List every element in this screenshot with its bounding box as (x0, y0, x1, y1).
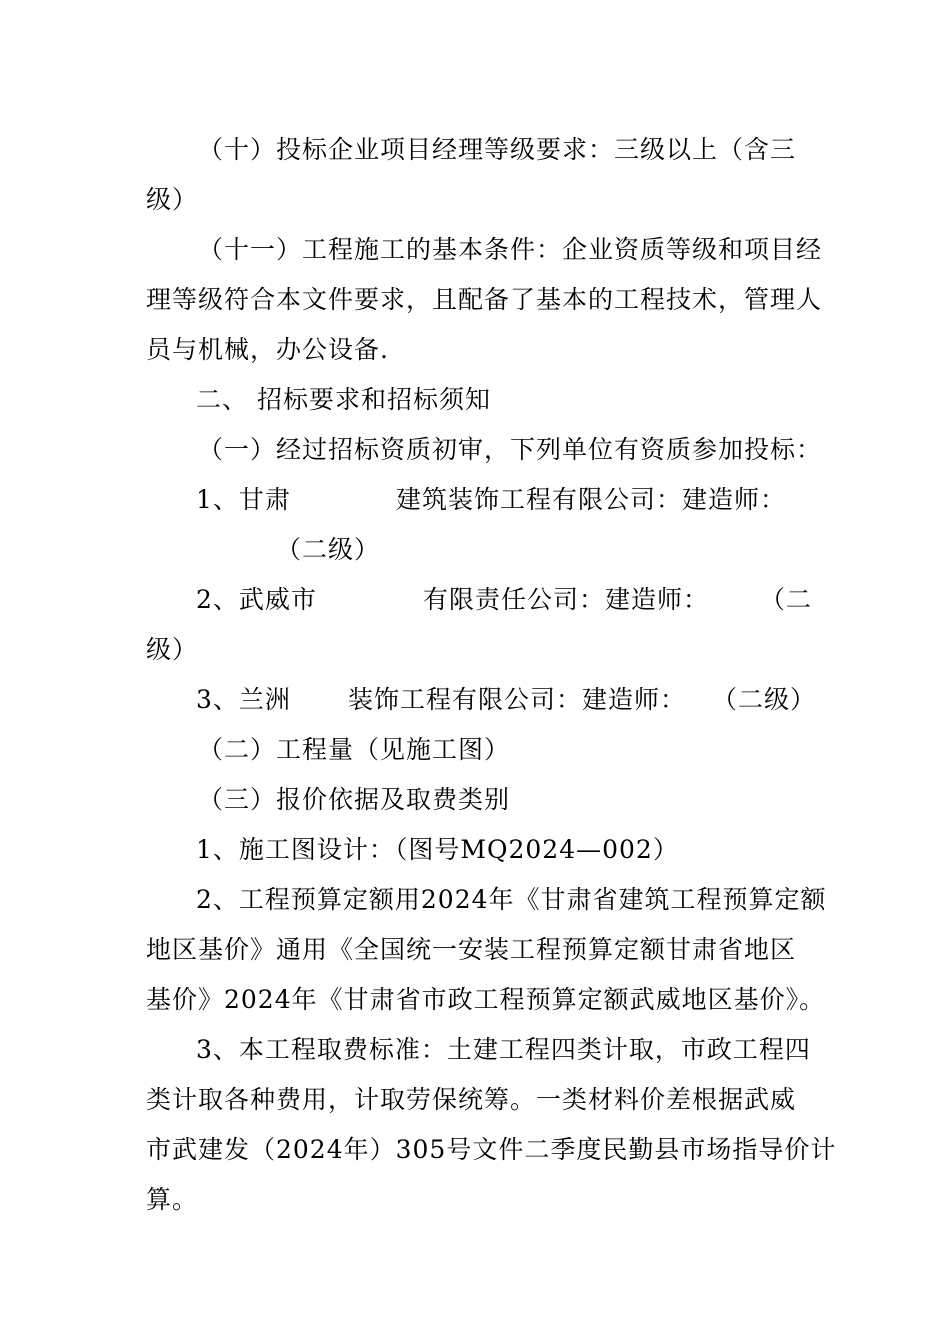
item-2-line-1: 2、工程预算定额用2024年《甘肃省建筑工程预算定额 (196, 885, 827, 914)
item-1-drawing-design: 1、施工图设计：（图号MQ2024—002） (196, 835, 679, 864)
subsection-2-heading: （二）工程量（见施工图） (198, 735, 511, 764)
paragraph-10-line-2: 级） (146, 185, 199, 214)
company-2-name: 有限责任公司：建造师： (423, 585, 710, 614)
subsection-1-heading: （一）经过招标资质初审，下列单位有资质参加投标： (198, 435, 823, 464)
paragraph-11-line-2: 理等级符合本文件要求，且配备了基本的工程技术，管理人 (146, 285, 823, 314)
paragraph-11-line-3: 员与机械，办公设备. (146, 335, 389, 364)
item-3-line-3: 市武建发（2024年）305号文件二季度民勤县市场指导价计 (146, 1135, 837, 1164)
item-3-line-2: 类计取各种费用，计取劳保统筹。一类材料价差根据武威 (146, 1085, 797, 1114)
company-3-name: 装饰工程有限公司：建造师： (348, 685, 687, 714)
paragraph-10-line-1: （十）投标企业项目经理等级要求：三级以上（含三 (198, 135, 797, 164)
subsection-3-heading: （三）报价依据及取费类别 (198, 785, 511, 814)
company-1-number: 1、甘肃 (196, 485, 291, 514)
item-2-line-3: 基价》2024年《甘肃省市政工程预算定额武威地区基价》。 (146, 985, 826, 1014)
paragraph-11-line-1: （十一）工程施工的基本条件：企业资质等级和项目经 (198, 235, 823, 264)
company-2-number: 2、武威市 (196, 585, 317, 614)
company-2-grade-part-2: 级） (146, 635, 199, 664)
company-1-name: 建筑装饰工程有限公司：建造师： (396, 485, 787, 514)
company-2-grade-part-1: （二 (760, 585, 813, 614)
item-3-line-4: 算。 (146, 1185, 199, 1214)
section-heading-2: 二、 招标要求和招标须知 (196, 385, 491, 414)
item-3-line-1: 3、本工程取费标准：土建工程四类计取，市政工程四 (196, 1035, 811, 1064)
item-2-line-2: 地区基价》通用《全国统一安装工程预算定额甘肃省地区 (146, 935, 797, 964)
company-1-grade: （二级） (276, 535, 381, 564)
company-3-grade: （二级） (712, 685, 817, 714)
company-3-number: 3、兰洲 (196, 685, 291, 714)
